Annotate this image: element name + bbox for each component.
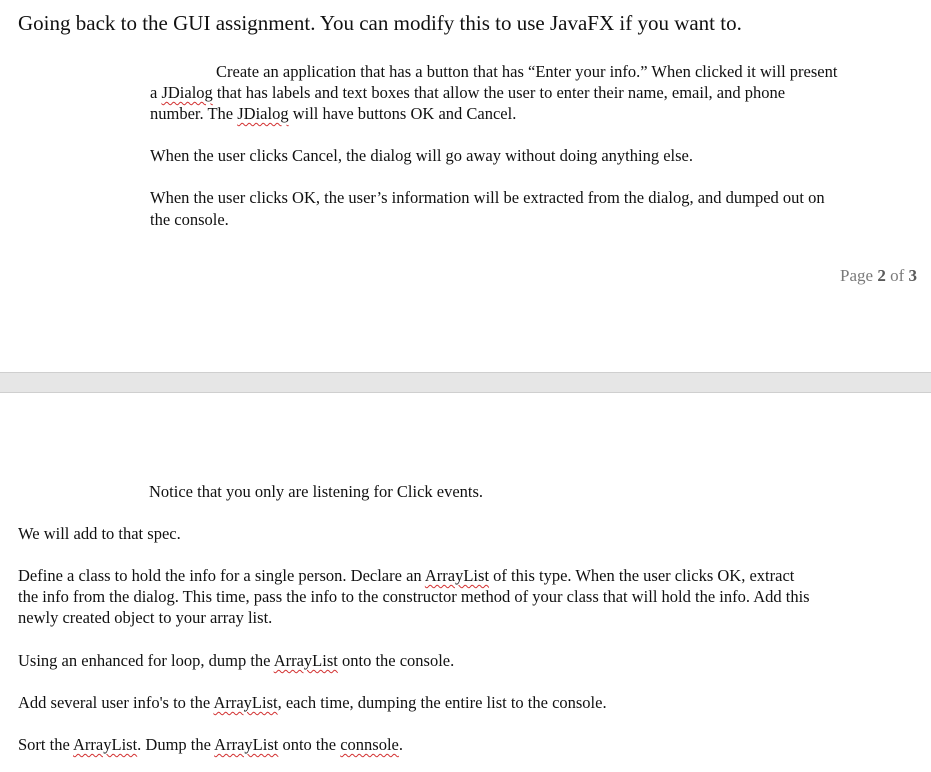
spelling-flag-arraylist[interactable]: ArrayList [273,651,338,670]
loop-paragraph [18,650,454,671]
spelling-flag-connsole[interactable]: connsole [340,735,399,754]
page-break-gap [0,372,931,393]
notice-paragraph: Notice that you only are listening for Click events. [149,482,484,501]
spec-paragraph-1-line-3 [150,103,516,124]
spelling-flag-arraylist[interactable]: ArrayList [214,735,279,754]
spelling-flag-arraylist[interactable]: ArrayList [424,566,490,585]
text-run: Sort the [18,735,74,754]
current-page-number: 2 [877,266,886,285]
define-paragraph-line-3: newly created object to your array list. [18,608,273,627]
text-run: . [398,735,403,754]
text-run: onto the [278,735,341,754]
total-page-number: 3 [908,266,917,285]
page-number-footer [840,265,917,287]
spelling-flag-arraylist[interactable]: ArrayList [73,735,138,754]
text-run: number. The [150,104,238,123]
add-several-paragraph [18,692,607,713]
spec-paragraph-3-line-1: When the user clicks OK, the user’s information will be extracted from the dialog, and dumped out on [150,188,825,207]
sort-paragraph [18,734,403,755]
text-run: . Dump the [137,735,215,754]
document-page-2 [0,0,931,372]
add-spec-paragraph: We will add to that spec. [18,524,181,543]
text-run: , each time, dumping the entire list to the console. [277,693,607,712]
page-label: Page [840,266,878,285]
spelling-flag-jdialog[interactable]: JDialog [237,104,289,123]
spelling-flag-jdialog[interactable]: JDialog [161,83,213,102]
define-paragraph-line-1 [18,565,794,586]
page-of-label: of [885,266,909,285]
text-run: Add several user info's to the [18,693,214,712]
text-run: onto the console. [337,651,455,670]
text-run: will have buttons OK and Cancel. [288,104,517,123]
text-run: Using an enhanced for loop, dump the [18,651,274,670]
spec-paragraph-1-line-1: Create an application that has a button that has “Enter your info.” When clicked it will present [216,62,838,81]
text-run: a [150,83,162,102]
document-page-3 [0,393,931,772]
spec-paragraph-1-line-2 [150,82,785,103]
text-run: that has labels and text boxes that allow the user to enter their name, email, and phone [212,83,786,102]
assignment-heading: Going back to the GUI assignment. You can modify this to use JavaFX if you want to. [18,11,742,35]
text-run: Define a class to hold the info for a single person. Declare an [18,566,425,585]
spelling-flag-arraylist[interactable]: ArrayList [213,693,278,712]
spec-paragraph-3-line-2: the console. [150,210,229,229]
define-paragraph-line-2: the info from the dialog. This time, pass the info to the constructor method of your class that will hold the info. Add this [18,587,810,606]
text-run: of this type. When the user clicks OK, extract [489,566,795,585]
spec-paragraph-2: When the user clicks Cancel, the dialog will go away without doing anything else. [150,146,693,165]
